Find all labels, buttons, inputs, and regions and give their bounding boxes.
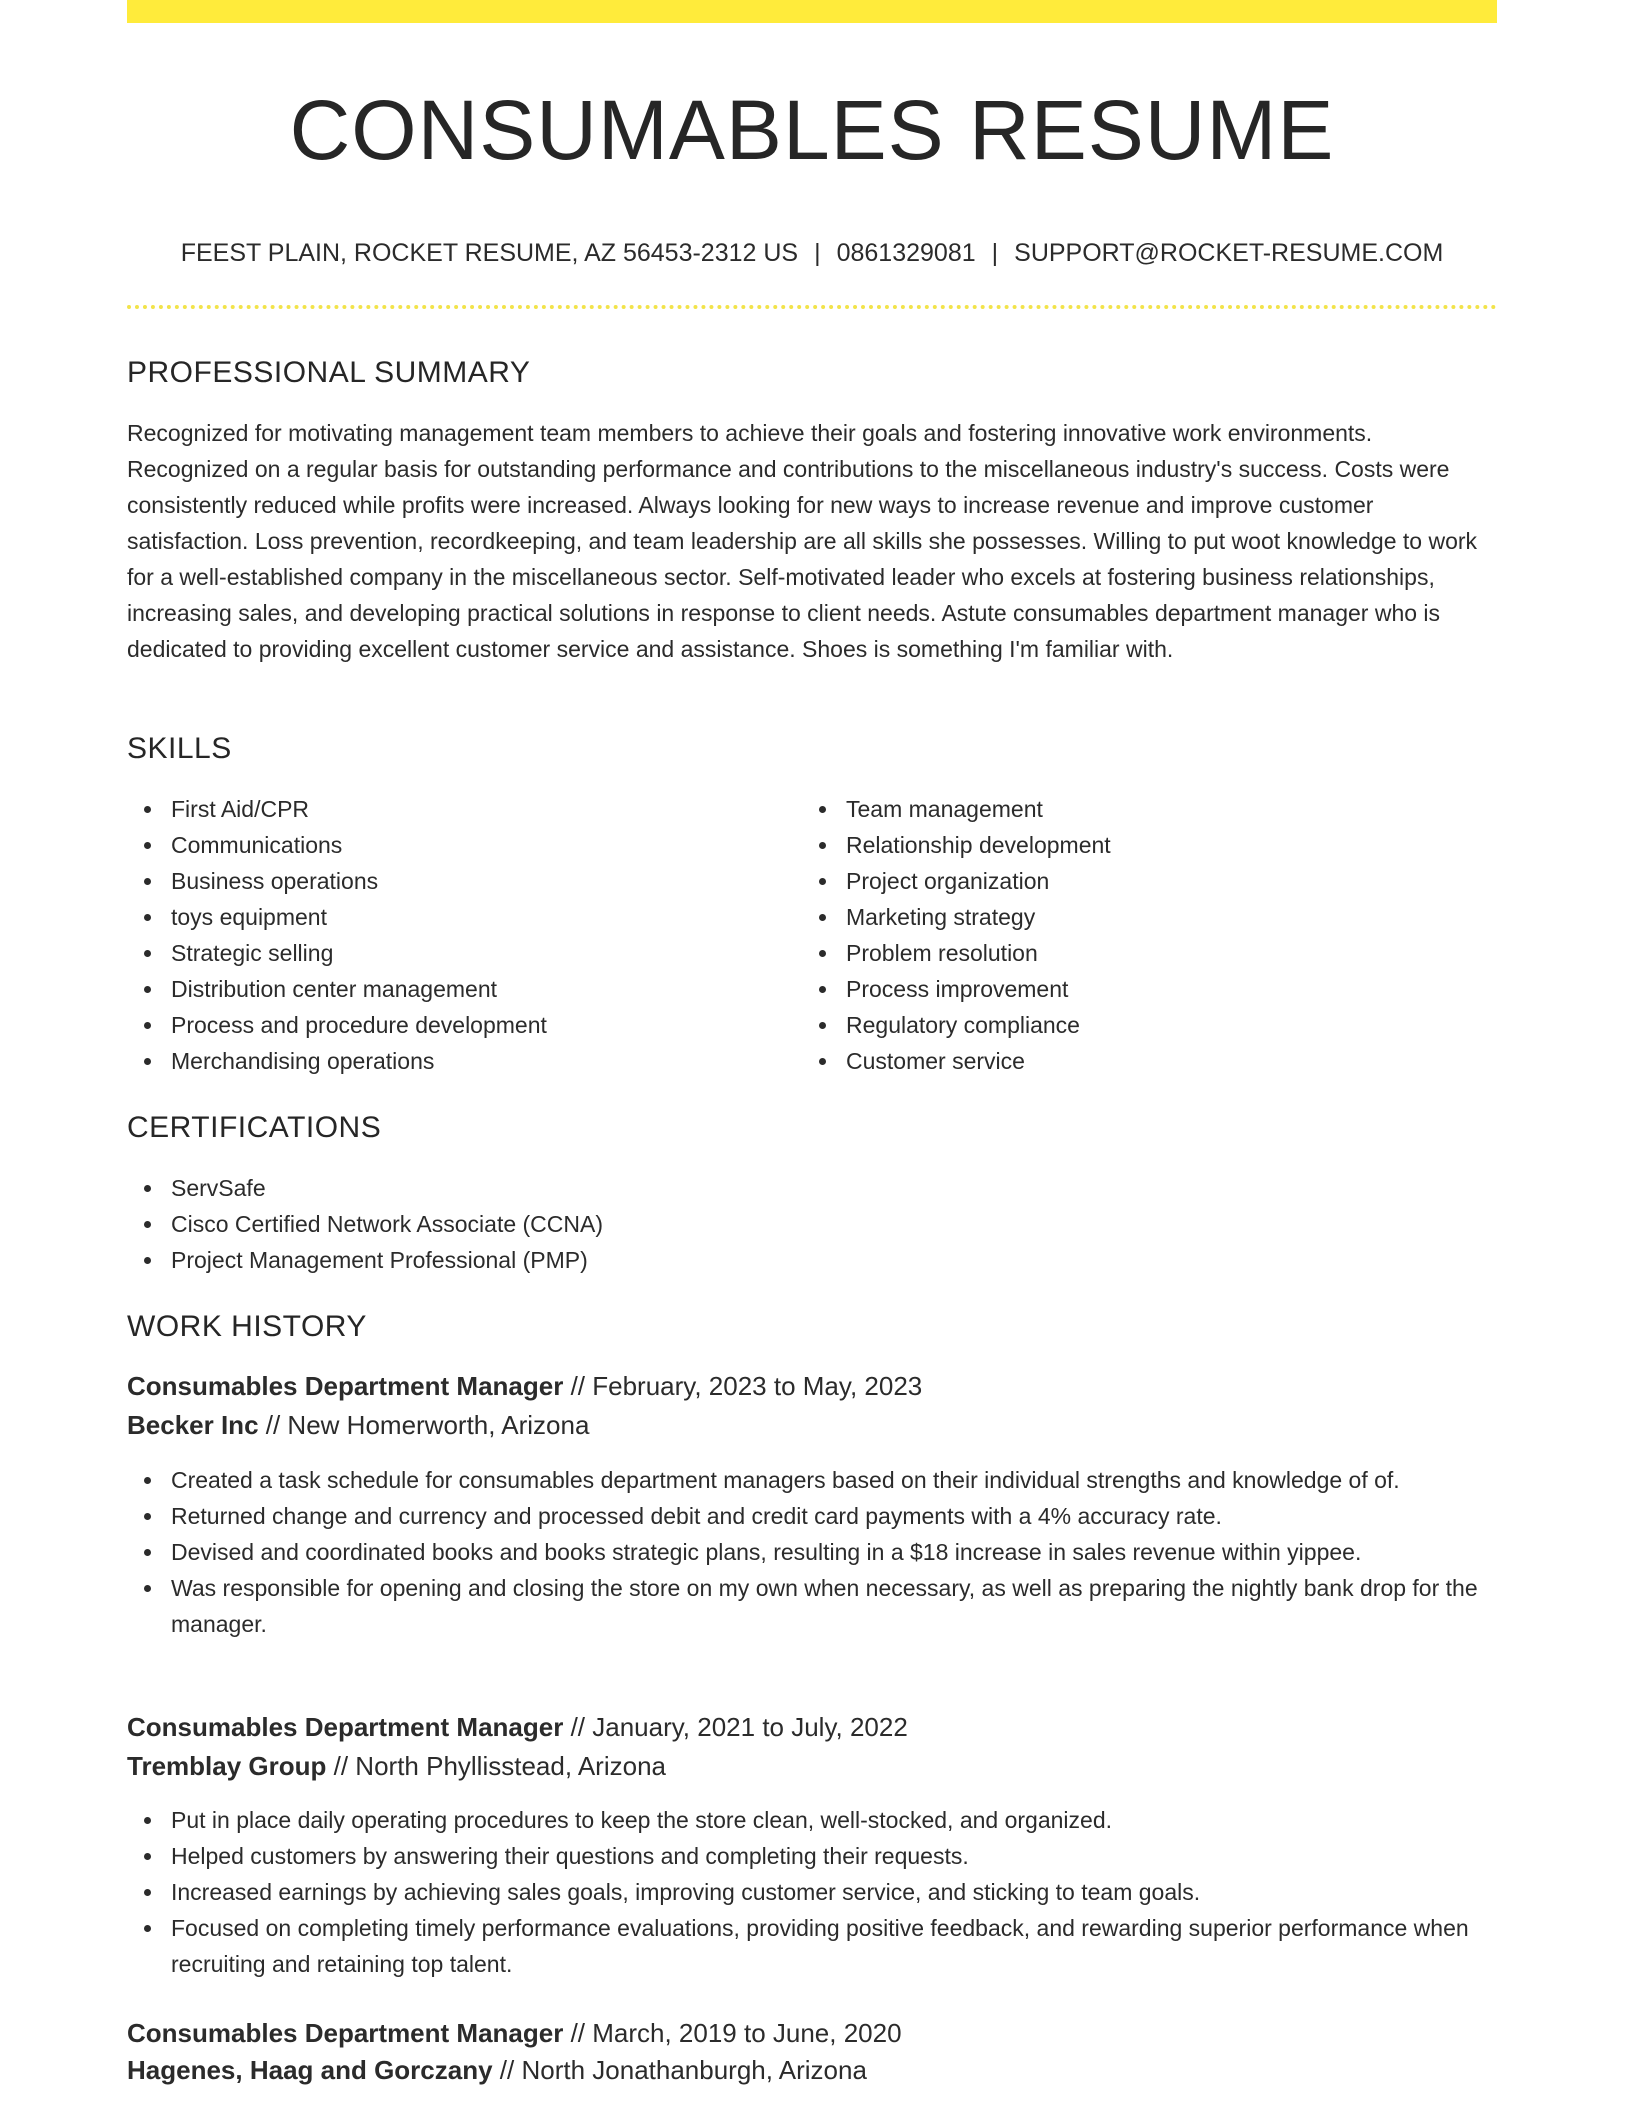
certification-item: ServSafe	[127, 1170, 1497, 1206]
skill-item: Relationship development	[802, 827, 1492, 863]
skill-item: Process and procedure development	[127, 1007, 797, 1043]
contact-phone: 0861329081	[836, 239, 976, 267]
job-company-line	[127, 1407, 1497, 1443]
job-bullet: Put in place daily operating procedures to keep the store clean, well-stocked, and organized.	[127, 1802, 1497, 1838]
job-location: // New Homerworth, Arizona	[265, 1410, 590, 1440]
resume-title: CONSUMABLES RESUME	[289, 83, 1335, 177]
contact-line	[127, 236, 1497, 270]
skill-item: Regulatory compliance	[802, 1007, 1492, 1043]
job-position: Consumables Department Manager	[127, 1712, 564, 1742]
job-bullet: Created a task schedule for consumables department managers based on their individual strengths and knowledge of of.	[127, 1462, 1497, 1498]
work-history-heading: WORK HISTORY	[127, 1310, 367, 1343]
job-dates: // March, 2019 to June, 2020	[570, 2018, 902, 2048]
job-bullets	[127, 1802, 1497, 1982]
job-title-line	[127, 2015, 1497, 2051]
job-company-line	[127, 1748, 1497, 1784]
skill-item: Customer service	[802, 1043, 1492, 1079]
skill-item: Team management	[802, 791, 1492, 827]
skill-item: Merchandising operations	[127, 1043, 797, 1079]
job-bullet: Returned change and currency and processed debit and credit card payments with a 4% accuracy rate.	[127, 1498, 1497, 1534]
job-title-line	[127, 1709, 1497, 1745]
job-company-line	[127, 2052, 1497, 2088]
skills-list-right	[802, 791, 1492, 1079]
contact-separator: |	[814, 239, 821, 267]
skill-item: Process improvement	[802, 971, 1492, 1007]
skill-item: Project organization	[802, 863, 1492, 899]
skills-heading: SKILLS	[127, 732, 232, 765]
job-position: Consumables Department Manager	[127, 1371, 564, 1401]
job-bullet: Increased earnings by achieving sales goals, improving customer service, and sticking to team goals.	[127, 1874, 1497, 1910]
job-location: // North Jonathanburgh, Arizona	[499, 2055, 867, 2085]
job-bullet: Devised and coordinated books and books strategic plans, resulting in a $18 increase in sales revenue within yippee.	[127, 1534, 1497, 1570]
job-title-line	[127, 1368, 1497, 1404]
top-accent-bar	[127, 0, 1497, 23]
job-bullets	[127, 1462, 1497, 1642]
skill-item: Strategic selling	[127, 935, 797, 971]
job-company: Tremblay Group	[127, 1751, 327, 1781]
skill-item: Communications	[127, 827, 797, 863]
skill-item: Problem resolution	[802, 935, 1492, 971]
job-bullet: Focused on completing timely performance evaluations, providing positive feedback, and rewarding superior performance when recruiting and retaining top talent.	[127, 1910, 1497, 1982]
contact-address: FEEST PLAIN, ROCKET RESUME, AZ 56453-2312 US	[180, 239, 799, 267]
job-location: // North Phyllisstead, Arizona	[333, 1751, 667, 1781]
certifications-heading: CERTIFICATIONS	[127, 1111, 382, 1144]
certifications-list	[127, 1170, 1497, 1278]
skill-item: Business operations	[127, 863, 797, 899]
contact-separator: |	[991, 239, 999, 267]
job-bullet: Was responsible for opening and closing the store on my own when necessary, as well as preparing the nightly bank drop for the manager.	[127, 1570, 1497, 1642]
job-dates: // January, 2021 to July, 2022	[570, 1712, 908, 1742]
skill-item: Distribution center management	[127, 971, 797, 1007]
header-divider	[127, 305, 1497, 309]
job-dates: // February, 2023 to May, 2023	[570, 1371, 923, 1401]
job-bullet: Helped customers by answering their questions and completing their requests.	[127, 1838, 1497, 1874]
job-position: Consumables Department Manager	[127, 2018, 564, 2048]
summary-heading: PROFESSIONAL SUMMARY	[127, 356, 531, 389]
job-company: Becker Inc	[127, 1410, 259, 1440]
skill-item: Marketing strategy	[802, 899, 1492, 935]
skill-item: First Aid/CPR	[127, 791, 797, 827]
skill-item: toys equipment	[127, 899, 797, 935]
summary-text: Recognized for motivating management team members to achieve their goals and fostering innovative work environments. Recognized on a regular basis for outstanding performance and contributions to the miscellaneous industry's success. Costs were consistently reduced while profits were increased. Always looking for new ways to increase revenue and improve customer satisfaction. Loss prevention, recordkeeping, and team leadership are all skills she possesses. Willing to put woot knowledge to work for a well-established company in the miscellaneous sector. Self-motivated leader who excels at fostering business relationships, increasing sales, and developing practical solutions in response to client needs. Astute consumables department manager who is dedicated to providing excellent customer service and assistance. Shoes is something I'm familiar with.	[127, 420, 1478, 662]
certification-item: Cisco Certified Network Associate (CCNA)	[127, 1206, 1497, 1242]
contact-email[interactable]: SUPPORT@ROCKET-RESUME.COM	[1014, 239, 1444, 267]
certification-item: Project Management Professional (PMP)	[127, 1242, 1497, 1278]
job-company: Hagenes, Haag and Gorczany	[127, 2055, 493, 2085]
skills-list-left	[127, 791, 797, 1079]
